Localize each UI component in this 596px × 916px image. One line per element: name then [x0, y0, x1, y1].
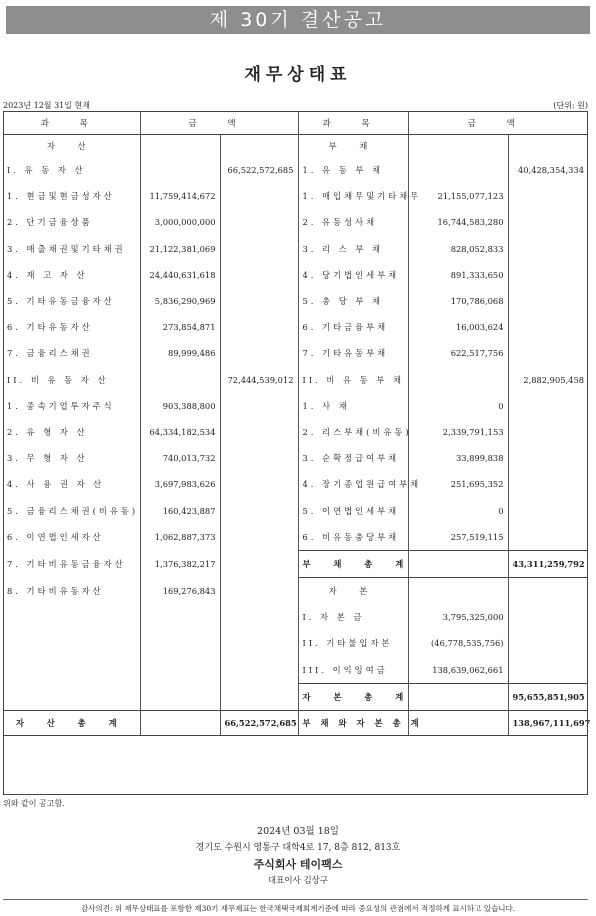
row-right-subtotal	[508, 262, 588, 288]
row-left-amount: 89,999,486	[140, 340, 220, 366]
row-right-account: 7. 기타유동부채	[298, 340, 408, 366]
row-left-amount: 169,276,843	[140, 578, 220, 605]
row-left-subtotal	[220, 236, 298, 262]
row-right-subtotal	[508, 578, 588, 605]
row-right-subtotal	[508, 524, 588, 551]
row-left-amount: 3,000,000,000	[140, 209, 220, 235]
row-right-account: 2. 리스부채(비유동)	[298, 419, 408, 445]
table-row	[3, 524, 588, 551]
header-left-account: 과 목	[3, 112, 140, 135]
row-left-subtotal	[220, 524, 298, 551]
row-right-account: 4. 당기법인세부채	[298, 262, 408, 288]
row-left-account	[3, 657, 140, 684]
row-left-account: 자 산	[3, 135, 140, 158]
row-left-amount: 3,697,983,626	[140, 471, 220, 497]
row-right-account: II. 기타불입자본	[298, 630, 408, 656]
total-right-label: 부채와자본총계	[298, 710, 408, 735]
row-left-amount	[140, 157, 220, 183]
table-row	[3, 471, 588, 497]
row-right-account: 3. 순확정급여부채	[298, 445, 408, 471]
row-right-amount	[408, 683, 508, 710]
row-left-account: I. 유 동 자 산	[3, 157, 140, 183]
table-row	[3, 340, 588, 366]
row-right-amount	[408, 578, 508, 605]
row-right-subtotal	[508, 657, 588, 684]
table-row	[3, 630, 588, 656]
footer-divider	[3, 899, 588, 900]
row-left-account	[3, 604, 140, 630]
table-row	[3, 288, 588, 314]
row-right-subtotal	[508, 314, 588, 340]
row-left-account: 3. 무 형 자 산	[3, 445, 140, 471]
row-right-subtotal	[508, 604, 588, 630]
row-right-account: 자 본 총 계	[298, 683, 408, 710]
row-right-subtotal	[508, 236, 588, 262]
row-left-subtotal	[220, 314, 298, 340]
row-left-subtotal	[220, 340, 298, 366]
table-row	[3, 157, 588, 183]
row-left-account: 2. 단기금융상품	[3, 209, 140, 235]
row-right-amount: 33,899,838	[408, 445, 508, 471]
total-left-amount	[140, 710, 220, 735]
row-left-amount	[140, 367, 220, 393]
row-right-subtotal	[508, 183, 588, 209]
row-left-amount: 64,334,182,534	[140, 419, 220, 445]
row-left-amount: 5,836,290,969	[140, 288, 220, 314]
row-right-account: III. 이익잉여금	[298, 657, 408, 684]
footer-company: 주식회사 테이팩스	[253, 858, 343, 871]
row-right-amount: 16,003,624	[408, 314, 508, 340]
notice-banner: 제 30기 결산공고	[6, 6, 590, 34]
row-left-account: 7. 금융리스채권	[3, 340, 140, 366]
row-left-amount: 740,013,732	[140, 445, 220, 471]
row-left-account: 1. 현금및현금성자산	[3, 183, 140, 209]
row-right-account: 5. 이연법인세부채	[298, 497, 408, 523]
row-left-subtotal: 66,522,572,685	[220, 157, 298, 183]
row-left-subtotal: 72,444,539,012	[220, 367, 298, 393]
row-left-subtotal	[220, 630, 298, 656]
table-row	[3, 497, 588, 523]
row-right-amount	[408, 367, 508, 393]
row-left-account: 2. 유 형 자 산	[3, 419, 140, 445]
row-left-subtotal	[220, 604, 298, 630]
row-left-subtotal	[220, 262, 298, 288]
row-left-account: 6. 이연법인세자산	[3, 524, 140, 551]
row-left-subtotal	[220, 657, 298, 684]
row-right-amount	[408, 550, 508, 577]
row-right-amount: 2,339,791,153	[408, 419, 508, 445]
row-right-amount: (46,778,535,756)	[408, 630, 508, 656]
row-right-subtotal	[508, 471, 588, 497]
row-right-subtotal	[508, 135, 588, 158]
row-left-amount: 11,759,414,672	[140, 183, 220, 209]
row-left-subtotal	[220, 550, 298, 577]
row-right-subtotal	[508, 630, 588, 656]
row-left-subtotal	[220, 683, 298, 710]
row-left-amount: 1,376,382,217	[140, 550, 220, 577]
table-row	[3, 236, 588, 262]
row-left-account: 4. 재 고 자 산	[3, 262, 140, 288]
row-right-subtotal	[508, 445, 588, 471]
row-right-subtotal	[508, 209, 588, 235]
row-left-account: 4. 사 용 권 자 산	[3, 471, 140, 497]
row-right-subtotal: 95,655,851,905	[508, 683, 588, 710]
row-left-subtotal	[220, 578, 298, 605]
row-left-amount: 21,122,381,069	[140, 236, 220, 262]
table-row	[3, 657, 588, 684]
row-right-account: 4. 장기종업원급여부채	[298, 471, 408, 497]
row-right-account: 부 채 총 계	[298, 550, 408, 577]
footer-address: 경기도 수원시 영통구 대학4로 17, 8층 812, 813호	[195, 843, 401, 853]
table-row	[3, 578, 588, 605]
row-right-amount: 21,155,077,123	[408, 183, 508, 209]
row-right-account: 자 본	[298, 578, 408, 605]
row-left-account: II. 비 유 동 자 산	[3, 367, 140, 393]
table-row	[3, 209, 588, 235]
row-right-account: 6. 비유동충당부채	[298, 524, 408, 551]
row-right-account: 1. 사 채	[298, 393, 408, 419]
header-right-amount: 금 액	[408, 112, 588, 135]
row-left-amount: 160,423,887	[140, 497, 220, 523]
table-header-row	[3, 112, 588, 135]
row-right-amount: 251,695,352	[408, 471, 508, 497]
table-row	[3, 135, 588, 158]
row-left-account: 8. 기타비유동자산	[3, 578, 140, 605]
row-left-amount: 24,440,631,618	[140, 262, 220, 288]
row-right-subtotal: 43,311,259,792	[508, 550, 588, 577]
table-row	[3, 604, 588, 630]
row-left-subtotal	[220, 445, 298, 471]
row-right-account: 6. 기타금융부채	[298, 314, 408, 340]
row-right-account: I. 자 본 금	[298, 604, 408, 630]
footer-ceo: 대표이사 김상구	[267, 876, 329, 886]
total-row	[3, 710, 588, 735]
table-row	[3, 183, 588, 209]
row-left-amount	[140, 657, 220, 684]
row-right-account: 1. 유 동 부 채	[298, 157, 408, 183]
row-left-subtotal	[220, 471, 298, 497]
row-right-subtotal	[508, 340, 588, 366]
row-left-subtotal	[220, 183, 298, 209]
row-right-subtotal	[508, 419, 588, 445]
row-left-account: 1. 종속기업투자주식	[3, 393, 140, 419]
row-right-subtotal: 2,882,905,458	[523, 374, 584, 385]
row-left-subtotal	[220, 419, 298, 445]
document-title: 재무상태표	[244, 65, 352, 85]
table-row	[3, 262, 588, 288]
row-right-account: 1. 매입채무및기타채무	[298, 183, 408, 209]
row-left-amount	[140, 135, 220, 158]
row-right-amount: 138,639,062,661	[408, 657, 508, 684]
table-row	[3, 314, 588, 340]
row-right-account: 5. 충 당 부 채	[298, 288, 408, 314]
row-left-amount: 1,062,887,373	[140, 524, 220, 551]
row-right-account: II. 비 유 동 부 채	[298, 367, 408, 393]
balance-sheet-table	[3, 111, 591, 736]
row-left-amount: 903,388,800	[140, 393, 220, 419]
row-left-subtotal	[220, 288, 298, 314]
table-row	[3, 419, 588, 445]
row-right-amount: 0	[408, 393, 508, 419]
row-left-account: 6. 기타유동자산	[3, 314, 140, 340]
row-left-subtotal	[220, 135, 298, 158]
notice-text: 위와 같이 공고함.	[3, 799, 65, 808]
table-row	[3, 550, 588, 577]
header-right-account: 과 목	[298, 112, 408, 135]
row-right-subtotal	[508, 288, 588, 314]
row-right-subtotal	[508, 393, 588, 419]
row-right-amount: 0	[408, 497, 508, 523]
row-right-account: 2. 유동성사채	[298, 209, 408, 235]
row-left-subtotal	[220, 209, 298, 235]
audit-opinion: 감사의견: 위 재무상태표를 포함한 제30기 재무제표는 한국채택국제회계기준에 따라 중요성의 관점에서 적정하게 표시하고 있습니다.	[80, 904, 516, 913]
row-left-amount	[140, 630, 220, 656]
row-right-amount: 257,519,115	[408, 524, 508, 551]
table-row	[3, 445, 588, 471]
row-left-account	[3, 630, 140, 656]
row-right-amount	[408, 135, 508, 158]
table-row	[3, 367, 588, 393]
row-right-amount: 16,744,583,280	[408, 209, 508, 235]
row-right-account: 3. 리 스 부 채	[298, 236, 408, 262]
row-left-account	[3, 683, 140, 710]
footer-date: 2024년 03월 18일	[257, 826, 339, 837]
row-right-amount	[408, 157, 508, 183]
row-left-account: 7. 기타비유동금융자산	[3, 550, 140, 577]
row-right-amount: 622,517,756	[408, 340, 508, 366]
table-row	[3, 393, 588, 419]
header-left-amount: 금 액	[140, 112, 298, 135]
total-left-label: 자 산 총 계	[3, 710, 140, 735]
total-left-value: 66,522,572,685	[220, 710, 298, 735]
row-right-amount: 828,052,833	[408, 236, 508, 262]
row-left-account: 5. 기타유동금융자산	[3, 288, 140, 314]
row-left-account: 5. 금융리스채권(비유동)	[3, 497, 140, 523]
unit-label: (단위: 원)	[553, 101, 588, 110]
table-row	[3, 683, 588, 710]
row-left-amount	[140, 683, 220, 710]
row-left-account: 3. 매출채권및기타채권	[3, 236, 140, 262]
row-left-subtotal	[220, 393, 298, 419]
row-right-amount: 891,333,650	[408, 262, 508, 288]
row-right-subtotal: 40,428,354,334	[518, 165, 584, 176]
row-right-subtotal	[508, 497, 588, 523]
total-right-value: 138,967,111,697	[508, 710, 588, 735]
report-date: 2023년 12월 31일 현재	[3, 101, 90, 110]
row-right-account: 부 채	[298, 135, 408, 158]
row-right-amount: 170,786,068	[408, 288, 508, 314]
row-left-amount: 273,854,871	[140, 314, 220, 340]
row-right-amount: 3,795,325,000	[408, 604, 508, 630]
row-left-amount	[140, 604, 220, 630]
row-left-subtotal	[220, 497, 298, 523]
